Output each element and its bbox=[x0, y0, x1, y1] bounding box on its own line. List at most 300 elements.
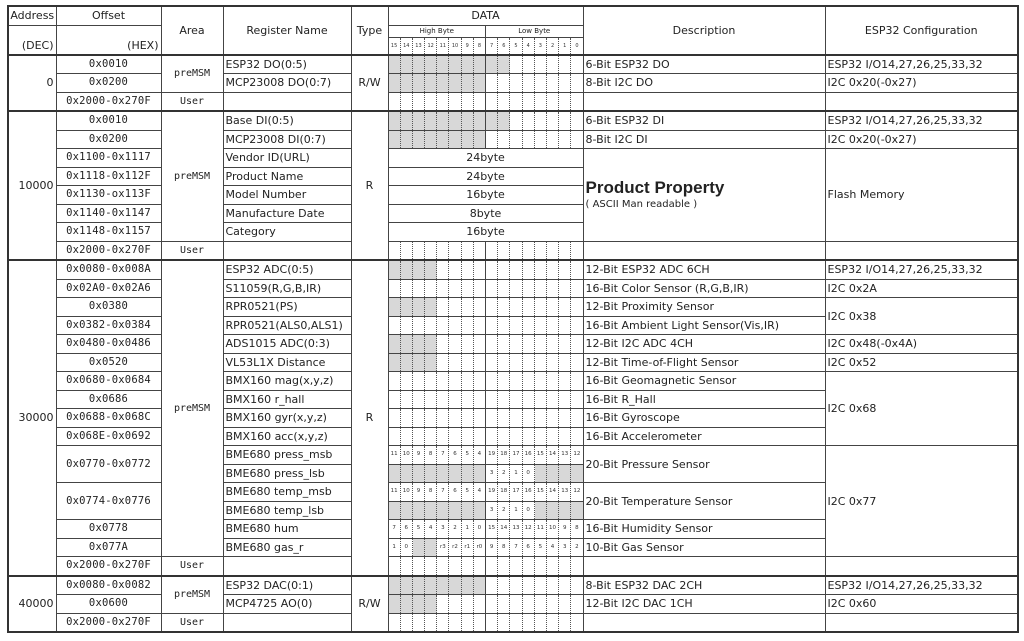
bit-slot bbox=[462, 261, 474, 279]
bit-slot bbox=[571, 409, 582, 427]
bit-label: 5 bbox=[413, 520, 425, 538]
bit-label: 3 bbox=[559, 539, 571, 557]
register-name: BMX160 r_hall bbox=[223, 390, 351, 409]
bit-label: 10 bbox=[547, 520, 559, 538]
bit-slot bbox=[449, 372, 461, 390]
bit-unused bbox=[449, 74, 461, 92]
esp32-config: I2C 0x52 bbox=[825, 353, 1018, 372]
bit-number-label: 8 bbox=[474, 38, 486, 54]
bit-slot bbox=[474, 372, 486, 390]
bit-field bbox=[388, 111, 583, 130]
bit-label: 10 bbox=[401, 446, 413, 464]
bit-slot bbox=[510, 56, 522, 74]
bit-unused bbox=[413, 465, 425, 483]
bit-slot bbox=[474, 614, 486, 632]
bit-unused bbox=[437, 74, 449, 92]
bit-slot bbox=[535, 112, 547, 130]
bit-field bbox=[388, 353, 583, 372]
bit-unused bbox=[547, 465, 559, 483]
bit-slot bbox=[510, 335, 522, 353]
offset-hex: 0x1118-0x112F bbox=[56, 167, 161, 186]
bit-slot bbox=[547, 577, 559, 595]
bit-slot bbox=[498, 372, 510, 390]
bit-slot bbox=[425, 317, 437, 335]
bit-label: 13 bbox=[559, 483, 571, 501]
register-row bbox=[8, 595, 1018, 614]
header-description: Description bbox=[583, 6, 825, 55]
bit-slot bbox=[547, 614, 559, 632]
bit-field bbox=[388, 316, 583, 335]
bit-slot bbox=[462, 614, 474, 632]
bit-slot bbox=[449, 280, 461, 298]
bit-field bbox=[388, 409, 583, 428]
bit-slot bbox=[535, 614, 547, 632]
bit-slot bbox=[486, 372, 498, 390]
bit-slot bbox=[498, 317, 510, 335]
bit-unused bbox=[401, 595, 413, 613]
bit-field bbox=[388, 483, 583, 502]
bit-slot bbox=[523, 112, 535, 130]
bit-label: 2 bbox=[498, 465, 510, 483]
bit-label: 3 bbox=[437, 520, 449, 538]
bit-slot bbox=[547, 557, 559, 575]
offset-hex: 0x2000-0x270F bbox=[56, 613, 161, 632]
area-label: User bbox=[161, 241, 223, 260]
offset-hex: 0x0010 bbox=[56, 111, 161, 130]
offset-hex: 0x1130-ox113F bbox=[56, 186, 161, 205]
bit-slot bbox=[462, 298, 474, 316]
bit-number-label: 14 bbox=[401, 38, 413, 54]
bit-slot bbox=[571, 261, 582, 279]
esp32-config: I2C 0x20(-0x27) bbox=[825, 74, 1018, 93]
register-name bbox=[223, 613, 351, 632]
bit-unused bbox=[547, 502, 559, 520]
offset-hex: 0x0774-0x0776 bbox=[56, 483, 161, 520]
bit-slot bbox=[523, 595, 535, 613]
bit-slot bbox=[498, 242, 510, 260]
register-name: BME680 gas_r bbox=[223, 538, 351, 557]
bit-label: 12 bbox=[523, 520, 535, 538]
bit-unused bbox=[389, 298, 401, 316]
bit-slot bbox=[437, 335, 449, 353]
bit-slot bbox=[547, 372, 559, 390]
bit-unused bbox=[413, 335, 425, 353]
bit-label: 9 bbox=[559, 520, 571, 538]
bit-number-label: 3 bbox=[535, 38, 547, 54]
bit-slot bbox=[498, 428, 510, 446]
bit-label: 9 bbox=[486, 539, 498, 557]
description: 12-Bit I2C ADC 4CH bbox=[583, 335, 825, 354]
description: 16-Bit Humidity Sensor bbox=[583, 520, 825, 539]
bit-slot bbox=[401, 317, 413, 335]
bit-slot bbox=[413, 93, 425, 111]
bit-label: 8 bbox=[425, 446, 437, 464]
register-name: BME680 hum bbox=[223, 520, 351, 539]
bit-field bbox=[388, 390, 583, 409]
bit-field bbox=[388, 427, 583, 446]
bit-unused bbox=[474, 465, 486, 483]
bit-unused bbox=[401, 502, 413, 520]
bit-slot bbox=[462, 317, 474, 335]
register-name: VL53L1X Distance bbox=[223, 353, 351, 372]
bit-slot bbox=[437, 317, 449, 335]
bit-slot bbox=[571, 335, 582, 353]
bit-unused bbox=[498, 56, 510, 74]
bit-slot bbox=[449, 614, 461, 632]
esp32-config: ESP32 I/O14,27,26,25,33,32 bbox=[825, 576, 1018, 595]
bit-unused bbox=[389, 56, 401, 74]
offset-hex: 0x0778 bbox=[56, 520, 161, 539]
bit-label: 7 bbox=[510, 539, 522, 557]
bit-slot bbox=[498, 557, 510, 575]
bit-slot bbox=[474, 595, 486, 613]
offset-hex: 0x068E-0x0692 bbox=[56, 427, 161, 446]
bit-unused bbox=[425, 595, 437, 613]
description: 8-Bit I2C DO bbox=[583, 74, 825, 93]
register-row bbox=[8, 298, 1018, 317]
bit-slot bbox=[437, 557, 449, 575]
bit-slot bbox=[523, 577, 535, 595]
bit-slot bbox=[510, 614, 522, 632]
bit-slot bbox=[437, 298, 449, 316]
bit-slot bbox=[571, 595, 582, 613]
bit-slot bbox=[401, 280, 413, 298]
offset-hex: 0x1100-0x1117 bbox=[56, 149, 161, 168]
bit-slot bbox=[535, 557, 547, 575]
esp32-config: I2C 0x38 bbox=[825, 298, 1018, 335]
bit-field bbox=[388, 279, 583, 298]
header-offset-unit: (HEX) bbox=[56, 25, 161, 55]
bit-label: 0 bbox=[401, 539, 413, 557]
bit-unused bbox=[449, 577, 461, 595]
bit-label: r1 bbox=[462, 539, 474, 557]
bit-unused bbox=[389, 335, 401, 353]
bit-slot bbox=[449, 409, 461, 427]
bit-slot bbox=[547, 428, 559, 446]
bit-unused bbox=[413, 298, 425, 316]
bit-slot bbox=[425, 280, 437, 298]
bit-label: 7 bbox=[437, 483, 449, 501]
bit-slot bbox=[486, 557, 498, 575]
bit-slot bbox=[413, 409, 425, 427]
bit-unused bbox=[462, 112, 474, 130]
offset-hex: 0x02A0-0x02A6 bbox=[56, 279, 161, 298]
bit-slot bbox=[510, 595, 522, 613]
description bbox=[583, 241, 825, 260]
bit-field bbox=[388, 55, 583, 74]
bit-slot bbox=[401, 391, 413, 409]
bit-slot bbox=[571, 280, 582, 298]
bit-slot bbox=[559, 577, 571, 595]
bit-label: 17 bbox=[510, 483, 522, 501]
bit-slot bbox=[437, 242, 449, 260]
bit-slot bbox=[498, 614, 510, 632]
bit-slot bbox=[449, 298, 461, 316]
description bbox=[583, 557, 825, 576]
area-label: User bbox=[161, 92, 223, 111]
bit-slot bbox=[389, 409, 401, 427]
register-row bbox=[8, 353, 1018, 372]
register-row bbox=[8, 74, 1018, 93]
bit-slot bbox=[437, 261, 449, 279]
bit-slot bbox=[498, 131, 510, 149]
bit-slot bbox=[401, 242, 413, 260]
bit-slot bbox=[547, 131, 559, 149]
bit-field bbox=[388, 298, 583, 317]
bit-slot bbox=[535, 261, 547, 279]
bit-label: 0 bbox=[523, 502, 535, 520]
bit-slot bbox=[389, 280, 401, 298]
bit-label: 17 bbox=[510, 446, 522, 464]
byte-size: 16byte bbox=[388, 223, 583, 242]
register-type: R/W bbox=[351, 576, 388, 633]
bit-slot bbox=[510, 577, 522, 595]
bit-slot bbox=[437, 372, 449, 390]
bit-unused bbox=[437, 465, 449, 483]
bit-slot bbox=[510, 280, 522, 298]
bit-slot bbox=[449, 242, 461, 260]
bit-label: 5 bbox=[462, 483, 474, 501]
register-row bbox=[8, 576, 1018, 595]
bit-slot bbox=[389, 317, 401, 335]
bit-slot bbox=[449, 557, 461, 575]
bit-number-label: 9 bbox=[462, 38, 474, 54]
bit-unused bbox=[474, 502, 486, 520]
bit-field bbox=[388, 520, 583, 539]
bit-slot bbox=[389, 242, 401, 260]
bit-unused bbox=[389, 261, 401, 279]
bit-slot bbox=[547, 391, 559, 409]
bit-slot bbox=[425, 409, 437, 427]
bit-label: 0 bbox=[523, 465, 535, 483]
bit-number-label: 13 bbox=[413, 38, 425, 54]
bit-slot bbox=[559, 56, 571, 74]
bit-slot bbox=[389, 557, 401, 575]
bit-label: 11 bbox=[535, 520, 547, 538]
bit-unused bbox=[474, 74, 486, 92]
header-high-byte: High Byte bbox=[389, 26, 487, 37]
bit-slot bbox=[449, 354, 461, 372]
bit-slot bbox=[535, 280, 547, 298]
bit-field bbox=[388, 335, 583, 354]
bit-slot bbox=[462, 93, 474, 111]
bit-slot bbox=[559, 557, 571, 575]
description: 16-Bit Color Sensor (R,G,B,IR) bbox=[583, 279, 825, 298]
bit-unused bbox=[474, 56, 486, 74]
bit-number-label: 15 bbox=[389, 38, 401, 54]
bit-slot bbox=[559, 261, 571, 279]
bit-slot bbox=[401, 428, 413, 446]
esp32-config bbox=[825, 241, 1018, 260]
bit-slot bbox=[437, 409, 449, 427]
bit-label: 2 bbox=[575, 543, 579, 550]
offset-hex: 0x0480-0x0486 bbox=[56, 335, 161, 354]
bit-slot bbox=[535, 595, 547, 613]
bit-slot bbox=[547, 280, 559, 298]
bit-slot bbox=[401, 614, 413, 632]
bit-label: 4 bbox=[474, 446, 486, 464]
register-name: ESP32 DAC(0:1) bbox=[223, 576, 351, 595]
bit-unused bbox=[413, 261, 425, 279]
bit-unused bbox=[389, 74, 401, 92]
bit-number-label: 0 bbox=[575, 42, 579, 49]
bit-slot bbox=[510, 428, 522, 446]
bit-slot bbox=[510, 112, 522, 130]
bit-slot bbox=[413, 391, 425, 409]
header-config: ESP32 Configuration bbox=[825, 6, 1018, 55]
bit-unused bbox=[437, 112, 449, 130]
bit-slot bbox=[437, 354, 449, 372]
bit-label: 6 bbox=[523, 539, 535, 557]
bit-unused bbox=[413, 595, 425, 613]
bit-slot bbox=[449, 391, 461, 409]
bit-unused bbox=[425, 354, 437, 372]
bit-slot bbox=[486, 74, 498, 92]
bit-slot bbox=[523, 261, 535, 279]
bit-label: 9 bbox=[413, 483, 425, 501]
description: 10-Bit Gas Sensor bbox=[583, 538, 825, 557]
bit-unused bbox=[535, 465, 547, 483]
register-name: MCP23008 DI(0:7) bbox=[223, 130, 351, 149]
header-area: Area bbox=[161, 6, 223, 55]
bit-slot bbox=[413, 557, 425, 575]
esp32-config bbox=[825, 613, 1018, 632]
register-name: Manufacture Date bbox=[223, 204, 351, 223]
bit-field bbox=[388, 260, 583, 279]
address-dec: 10000 bbox=[8, 111, 56, 260]
bit-slot bbox=[571, 372, 582, 390]
bit-slot bbox=[437, 428, 449, 446]
byte-size: 24byte bbox=[388, 167, 583, 186]
register-name: RPR0521(ALS0,ALS1) bbox=[223, 316, 351, 335]
bit-slot bbox=[498, 93, 510, 111]
bit-slot bbox=[510, 409, 522, 427]
register-name: BMX160 gyr(x,y,z) bbox=[223, 409, 351, 428]
bit-label: 15 bbox=[535, 483, 547, 501]
register-row bbox=[8, 260, 1018, 279]
register-row bbox=[8, 446, 1018, 465]
bit-label: 9 bbox=[413, 446, 425, 464]
bit-unused bbox=[449, 112, 461, 130]
description: 12-Bit Proximity Sensor bbox=[583, 298, 825, 317]
bit-slot bbox=[474, 335, 486, 353]
bit-slot bbox=[547, 93, 559, 111]
bit-slot bbox=[498, 335, 510, 353]
bit-label: 2 bbox=[449, 520, 461, 538]
bit-slot bbox=[571, 614, 582, 632]
bit-slot bbox=[474, 298, 486, 316]
bit-field bbox=[388, 613, 583, 632]
description: 20-Bit Pressure Sensor bbox=[583, 446, 825, 483]
bit-slot bbox=[413, 280, 425, 298]
bit-unused bbox=[535, 502, 547, 520]
bit-slot bbox=[486, 261, 498, 279]
bit-slot bbox=[523, 335, 535, 353]
bit-slot bbox=[474, 391, 486, 409]
bit-unused bbox=[462, 465, 474, 483]
bit-unused bbox=[401, 465, 413, 483]
offset-hex: 0x0382-0x0384 bbox=[56, 316, 161, 335]
bit-slot bbox=[462, 595, 474, 613]
register-row bbox=[8, 92, 1018, 111]
bit-unused bbox=[389, 354, 401, 372]
bit-slot bbox=[462, 391, 474, 409]
bit-label: 4 bbox=[547, 539, 559, 557]
byte-size: 8byte bbox=[388, 204, 583, 223]
bit-slot bbox=[486, 409, 498, 427]
bit-slot bbox=[401, 93, 413, 111]
register-name: BMX160 acc(x,y,z) bbox=[223, 427, 351, 446]
bit-label: 0 bbox=[474, 520, 486, 538]
bit-unused bbox=[474, 131, 486, 149]
bit-field bbox=[388, 595, 583, 614]
bit-label: 18 bbox=[498, 446, 510, 464]
bit-slot bbox=[474, 354, 486, 372]
description: 8-Bit I2C DI bbox=[583, 130, 825, 149]
description: 16-Bit Geomagnetic Sensor bbox=[583, 372, 825, 391]
bit-unused bbox=[389, 131, 401, 149]
product-property-title: Product Property bbox=[585, 177, 725, 197]
bit-slot bbox=[559, 317, 571, 335]
bit-slot bbox=[523, 93, 535, 111]
bit-label: 14 bbox=[547, 483, 559, 501]
bit-slot bbox=[449, 595, 461, 613]
description bbox=[583, 613, 825, 632]
bit-slot bbox=[462, 242, 474, 260]
register-name bbox=[223, 241, 351, 260]
bit-label: 16 bbox=[523, 483, 535, 501]
register-name: BMX160 mag(x,y,z) bbox=[223, 372, 351, 391]
bit-label: 10 bbox=[401, 483, 413, 501]
bit-slot bbox=[559, 74, 571, 92]
bit-label: 5 bbox=[462, 446, 474, 464]
bit-slot bbox=[486, 242, 498, 260]
register-name: RPR0521(PS) bbox=[223, 298, 351, 317]
description bbox=[583, 92, 825, 111]
bit-slot bbox=[498, 391, 510, 409]
bit-slot bbox=[523, 298, 535, 316]
register-row bbox=[8, 111, 1018, 130]
bit-field bbox=[388, 92, 583, 111]
description: 16-Bit R_Hall bbox=[583, 390, 825, 409]
bit-label: 3 bbox=[486, 465, 498, 483]
bit-slot bbox=[510, 557, 522, 575]
bit-label: 8 bbox=[498, 539, 510, 557]
bit-label: 19 bbox=[486, 483, 498, 501]
bit-slot bbox=[449, 428, 461, 446]
bit-slot bbox=[389, 93, 401, 111]
description: 20-Bit Temperature Sensor bbox=[583, 483, 825, 520]
bit-slot bbox=[547, 242, 559, 260]
esp32-config: I2C 0x2A bbox=[825, 279, 1018, 298]
bit-unused bbox=[437, 56, 449, 74]
bit-slot bbox=[559, 614, 571, 632]
bit-slot bbox=[559, 409, 571, 427]
bit-unused bbox=[425, 502, 437, 520]
bit-label: 15 bbox=[535, 446, 547, 464]
bit-label: 4 bbox=[474, 483, 486, 501]
description: 16-Bit Accelerometer bbox=[583, 427, 825, 446]
offset-hex: 0x077A bbox=[56, 538, 161, 557]
bit-slot bbox=[437, 391, 449, 409]
description: 12-Bit Time-of-Flight Sensor bbox=[583, 353, 825, 372]
bit-unused bbox=[462, 131, 474, 149]
register-row bbox=[8, 557, 1018, 576]
bit-unused bbox=[413, 539, 425, 557]
offset-hex: 0x2000-0x270F bbox=[56, 241, 161, 260]
bit-slot bbox=[498, 595, 510, 613]
area-label: preMSM bbox=[161, 260, 223, 557]
